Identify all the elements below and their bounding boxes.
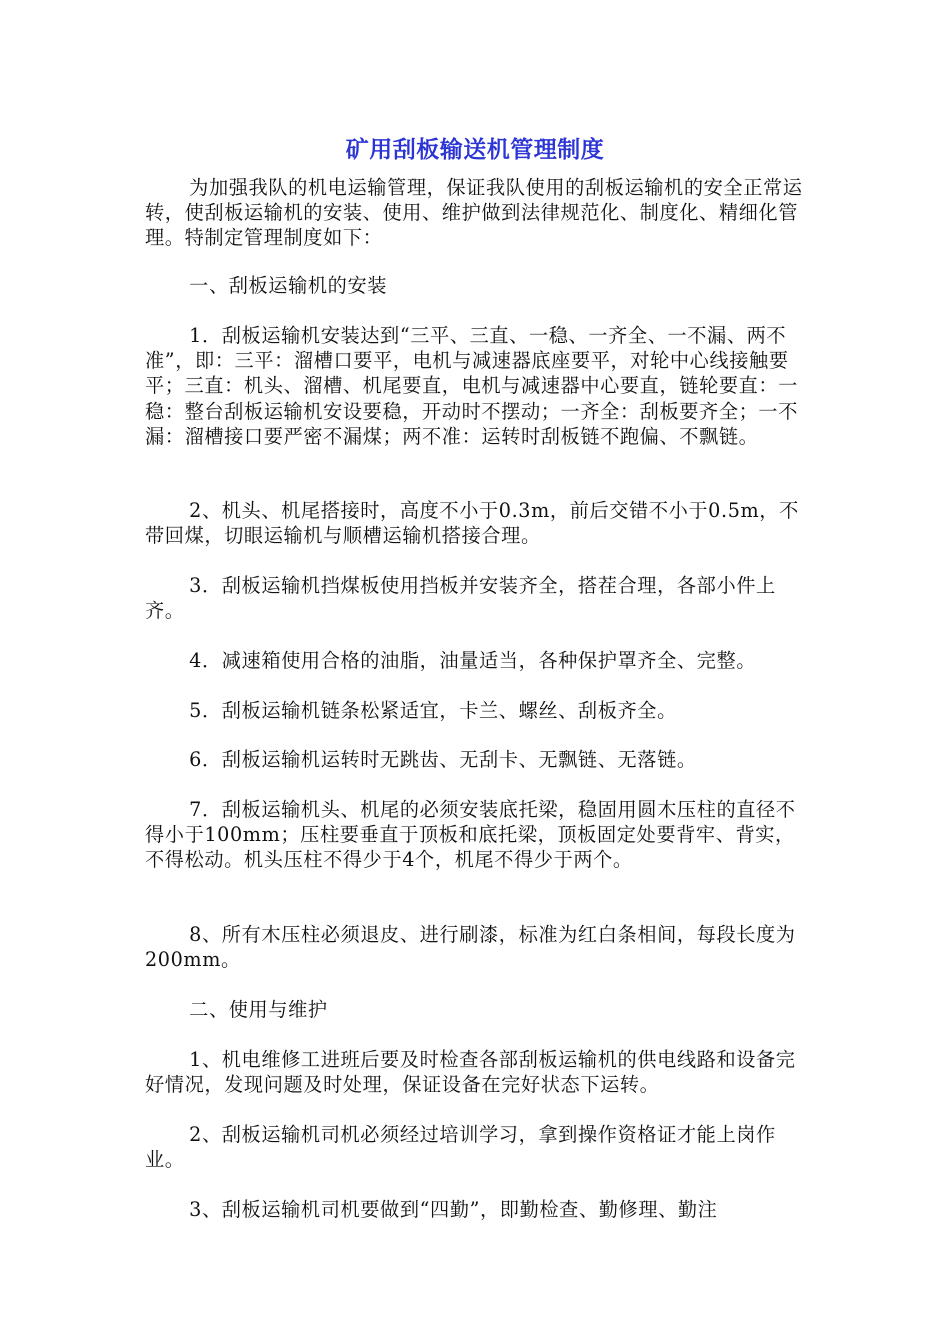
section-heading-installation: 一、刮板运输机的安装 — [189, 274, 388, 297]
maintenance-item-1: 1、机电维修工进班后要及时检查各部刮板运输机的供电线路和设备完好情况，发现问题及时处理，保证设备在完好状态下运转。 — [145, 1048, 796, 1097]
install-item-3: 3．刮板运输机挡煤板使用挡板并安装齐全，搭茬合理，各部小件上齐。 — [145, 574, 776, 623]
install-item-2: 2、机头、机尾搭接时，高度不小于0.3m，前后交错不小于0.5m，不带回煤，切眼运输机与顺槽运输机搭接合理。 — [145, 499, 799, 548]
install-item-7: 7．刮板运输机头、机尾的必须安装底托梁，稳固用圆木压柱的直径不得小于100mm；压柱要垂直于顶板和底托梁，顶板固定处要背牢、背实，不得松动。机头压柱不得少于4个，机尾不得少于两个。 — [145, 798, 796, 872]
maintenance-item-3: 3、刮板运输机司机要做到“四勤”，即勤检查、勤修理、勤注 — [189, 1198, 718, 1221]
document-title: 矿用刮板输送机管理制度 — [345, 137, 605, 163]
install-item-6: 6．刮板运输机运转时无跳齿、无刮卡、无飘链、无落链。 — [189, 748, 697, 771]
install-item-4: 4．减速箱使用合格的油脂，油量适当，各种保护罩齐全、完整。 — [189, 649, 757, 672]
intro-paragraph: 为加强我队的机电运输管理，保证我队使用的刮板运输机的安全正常运转，使刮板运输机的安装、使用、维护做到法律规范化、制度化、精细化管理。特制定管理制度如下： — [145, 176, 803, 250]
install-item-1: 1．刮板运输机安装达到“三平、三直、一稳、一齐全、一不漏、两不准”，即：三平：溜槽口要平，电机与减速器底座要平，对轮中心线接触要平；三直：机头、溜槽、机尾要直，电机与减速器中心要直，链轮要直：一稳：整台刮板运输机安设要稳，开动时不摆动；一齐全：刮板要齐全；一不漏：溜槽接口要严密不漏煤；两不准：运转时刮板链不跑偏、不飘链。 — [145, 324, 798, 448]
install-item-5: 5．刮板运输机链条松紧适宜，卡兰、螺丝、刮板齐全。 — [189, 699, 677, 722]
maintenance-item-2: 2、刮板运输机司机必须经过培训学习，拿到操作资格证才能上岗作业。 — [145, 1123, 776, 1172]
install-item-8: 8、所有木压柱必须退皮、进行刷漆，标准为红白条相间，每段长度为200mm。 — [145, 923, 796, 972]
section-heading-use-maintenance: 二、使用与维护 — [189, 998, 328, 1021]
